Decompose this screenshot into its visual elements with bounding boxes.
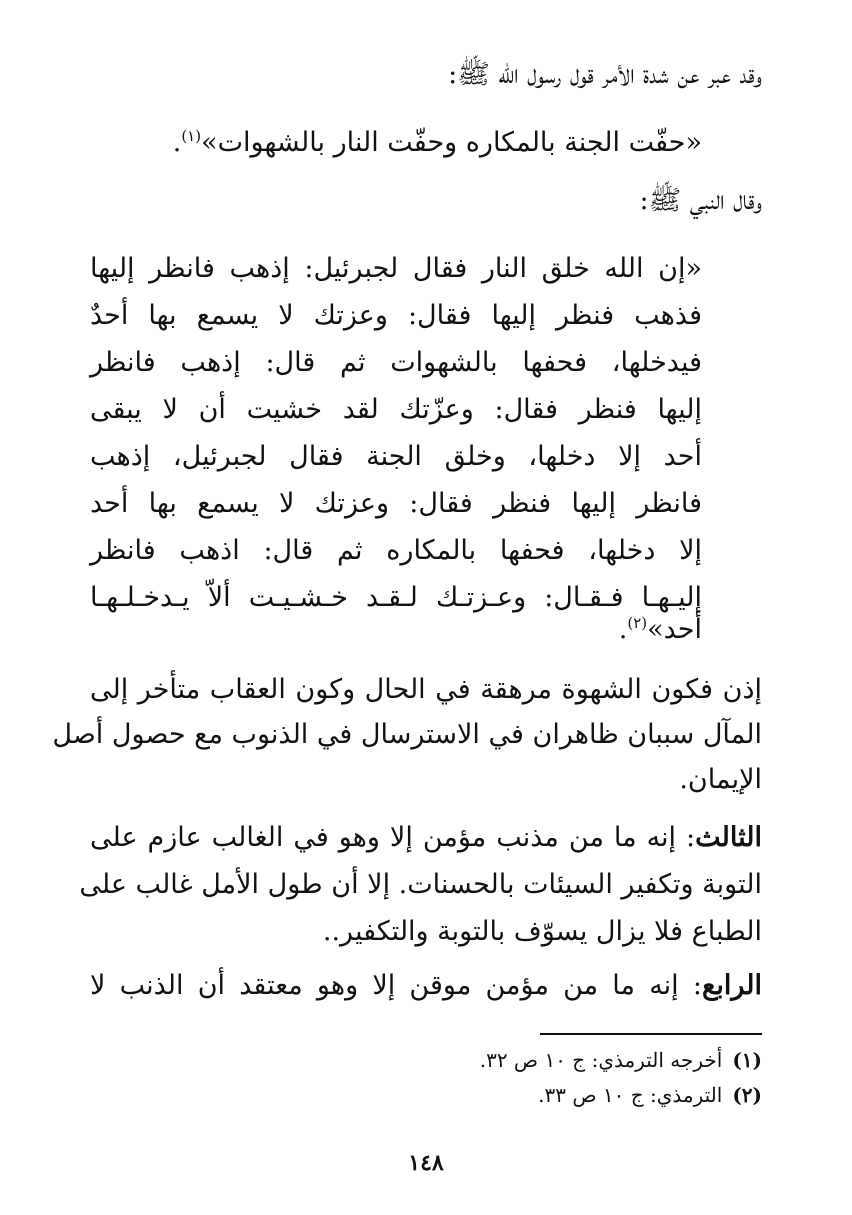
- footnote-1: [300, 1046, 762, 1074]
- paragraph-third-line-1: [90, 813, 762, 863]
- hadith-2-line: إلا دخلها، فحفها بالمكاره ثم قال: اذهب فانظر: [90, 535, 702, 566]
- hadith-2-last-line: [90, 605, 702, 655]
- paragraph-third-line: التوبة وتكفير السيئات بالحسنات. إلا أن طول الأمل غالب على: [79, 869, 762, 900]
- hadith-2-end: .: [618, 614, 628, 645]
- paragraph-1-line: إذن فكون الشهوة مرهقة في الحال وكون العقاب متأخر إلى: [90, 674, 762, 705]
- footnote-2-text: الترمذي: ج ١٠ ص ٣٣.: [538, 1083, 723, 1107]
- footnote-1-number: (١): [732, 1048, 762, 1072]
- hadith-1-text: «حفّت الجنة بالمكاره وحفّت النار بالشهوات»: [201, 127, 702, 158]
- paragraph-third-line: الطباع فلا يزال يسوّف بالتوبة والتكفير..: [322, 916, 762, 947]
- footnote-1-text: أخرجه الترمذي: ج ١٠ ص ٣٢.: [479, 1048, 723, 1072]
- hadith-2-line: أحد إلا دخلها، وخلق الجنة فقال لجبرئيل، إذهب: [90, 441, 702, 472]
- paragraph-third-text: : إنه ما من مذنب مؤمن إلا وهو في الغالب عازم على: [90, 822, 696, 853]
- hadith-2-line: إليها فنظر فقال: وعزّتك لقد خشيت أن لا يبقى: [90, 394, 702, 425]
- page-number: ١٤٨: [408, 1150, 444, 1176]
- footnote-2: [300, 1081, 762, 1109]
- paragraph-1-line: الإيمان.: [679, 764, 762, 795]
- footnote-ref-1: (١): [181, 127, 202, 145]
- hadith-2-line: فيدخلها، فحفها بالشهوات ثم قال: إذهب فانظر: [90, 347, 702, 378]
- hadith-2-line: «إن الله خلق النار فقال لجبرئيل: إذهب فانظر إليها: [90, 253, 702, 284]
- hadith-2-line: فذهب فنظر إليها فقال: وعزتك لا يسمع بها أحدٌ: [90, 300, 702, 331]
- paragraph-fourth-line-1: [90, 961, 762, 1011]
- paragraph-fourth-label: الرابع: [701, 970, 762, 1001]
- intro-2-line: [90, 176, 762, 226]
- hadith-1-end: .: [172, 127, 182, 158]
- paragraph-fourth-text: : إنه ما من مؤمن موقن إلا وهو معتقد أن الذنب لا: [90, 970, 702, 1001]
- hadith-2-line: إليـهـا فـقـال: وعـزتـك لـقـد خـشـيـت ألاّ يـدخـلـهـا: [90, 582, 702, 613]
- hadith-2-last-text: أحد»: [647, 614, 702, 645]
- footnote-2-number: (٢): [732, 1083, 762, 1107]
- hadith-2-line: فانظر إليها فنظر فقال: وعزتك لا يسمع بها أحد: [90, 488, 702, 519]
- intro-2-text: وقال النبي ﷺ:: [639, 185, 762, 216]
- intro-text: وقد عبر عن شدة الأمر قول رسول الله ﷺ:: [448, 59, 762, 90]
- hadith-1: [90, 118, 702, 168]
- paragraph-third-label: الثالث: [695, 822, 762, 853]
- paragraph-1-line: المآل سببان ظاهران في الاسترسال في الذنوب مع حصول أصل: [52, 719, 762, 750]
- footnote-ref-2: (٢): [627, 614, 648, 632]
- intro-line: [90, 50, 762, 100]
- footnote-divider: [540, 1033, 762, 1035]
